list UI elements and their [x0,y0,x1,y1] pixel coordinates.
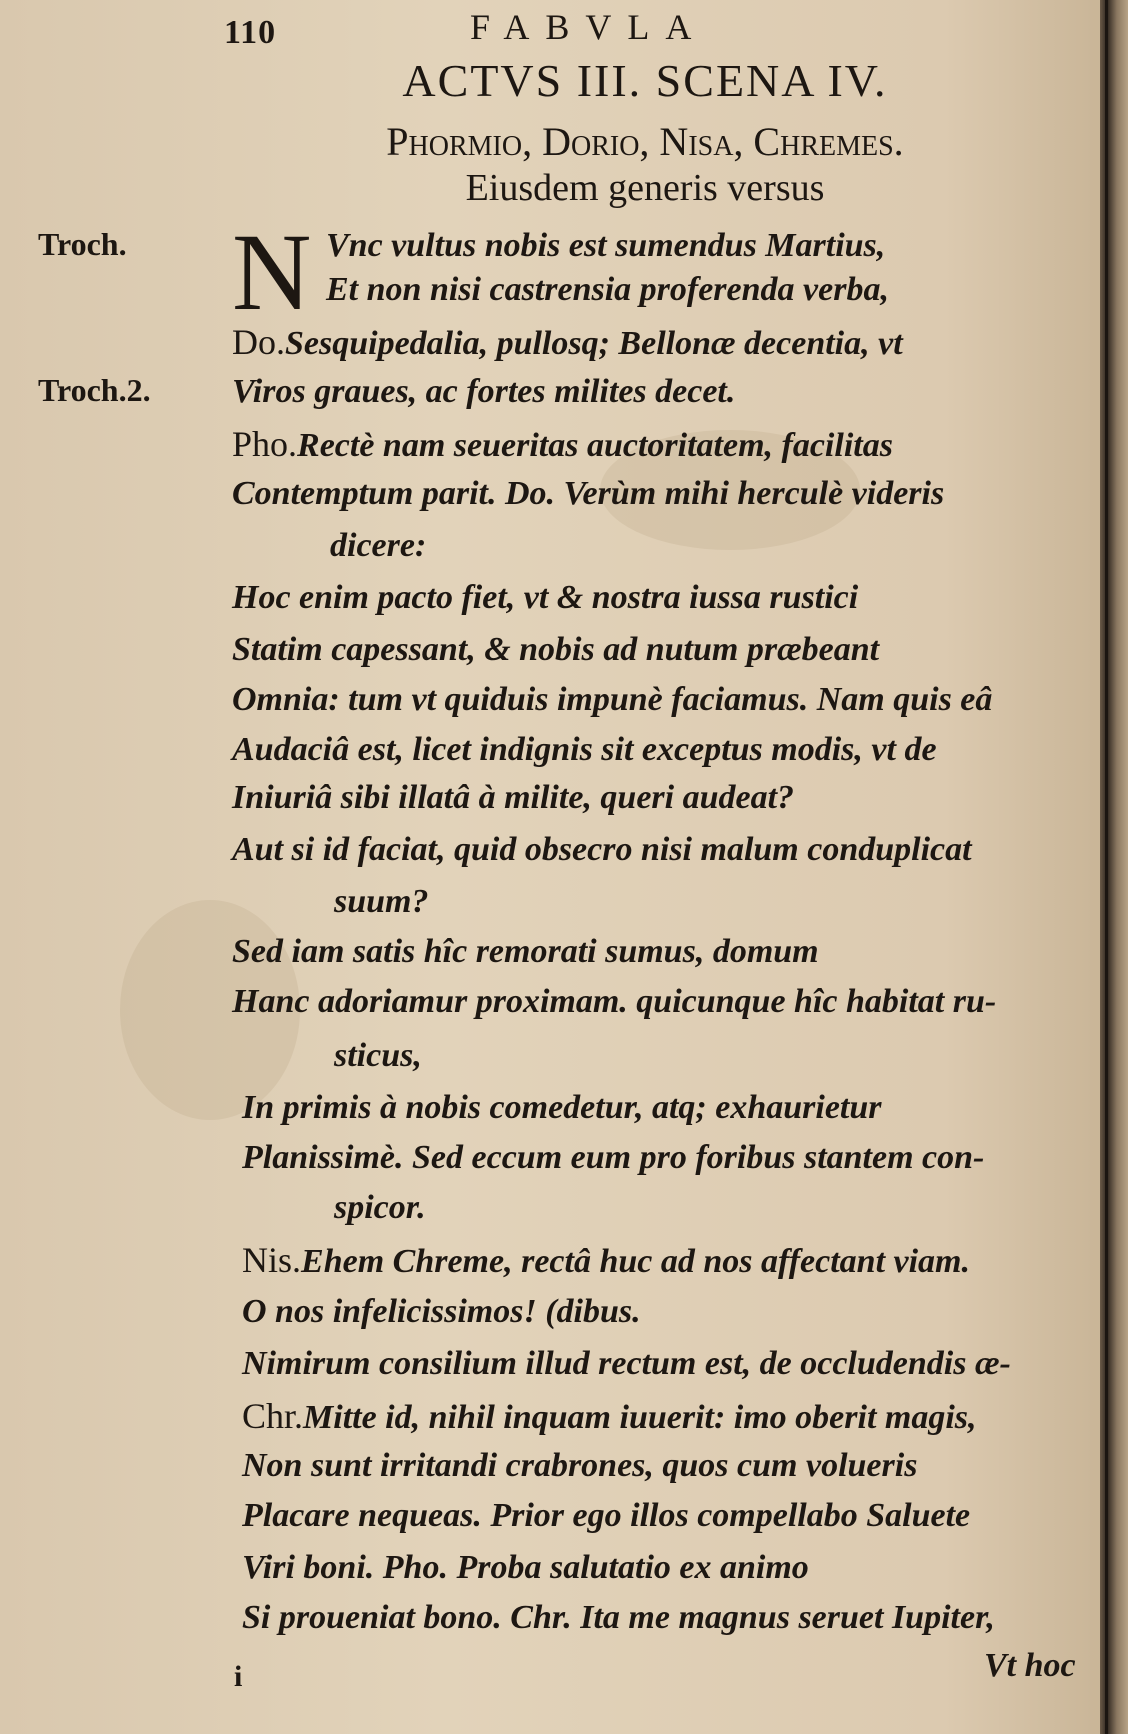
verse-line: Aut si id faciat, quid obsecro nisi malum conduplicat [232,831,972,868]
verse-line: Non sunt irritandi crabrones, quos cum volueris [242,1447,918,1484]
verse-line: Hoc enim pacto fiet, vt & nostra iussa rustici [232,579,859,616]
dramatis-personae: Phormio, Dorio, Nisa, Chremes. [386,119,904,164]
verse-line: Si proueniat bono. Chr. Ita me magnus seruet Iupiter, [242,1599,995,1636]
speaker-label: Do. [232,322,285,362]
verse-line: Placare nequeas. Prior ego illos compellabo Saluete [242,1497,971,1534]
verse-line: spicor. [334,1189,426,1226]
verse-line: suum? [334,883,429,920]
verse-line: Nimirum consilium illud rectum est, de occludendis æ- [242,1345,1011,1382]
verse-line [242,1396,977,1438]
drop-cap: N [232,211,312,333]
verse-line: Et non nisi castrensia proferenda verba, [326,271,889,308]
verse-line: Hanc adoriamur proximam. quicunque hîc habitat ru- [232,983,997,1020]
speaker-label: Pho. [232,424,298,464]
verse-line: Contemptum parit. Do. Verùm mihi herculè videris [232,475,945,512]
meter-note: Eiusdem generis versus [465,167,825,209]
verse-line: sticus, [334,1037,422,1074]
verse-line: Vt hoc [984,1647,1076,1684]
verse-line [242,1240,970,1282]
running-head: FABVLA [470,7,708,47]
margin-note-troch-2: Troch.2. [38,372,151,408]
verse-line: Vnc vultus nobis est sumendus Martius, [326,227,886,264]
verse-line: Viri boni. Pho. Proba salutatio ex animo [242,1549,809,1586]
verse-line: In primis à nobis comedetur, atq; exhaurietur [242,1089,882,1126]
verse-text-span: Mitte id, nihil inquam iuuerit: imo oberit magis, [303,1399,977,1436]
verse-line: Sed iam satis hîc remorati sumus, domum [232,933,819,970]
verse-text-span: Sesquipedalia, pullosq; Bellonæ decentia, vt [285,325,903,362]
gutter-edge [1105,0,1108,1734]
verse-line [232,322,903,364]
verse-line: Statim capessant, & nobis ad nutum præbeant [232,631,880,668]
scene-title: ACTVS III. SCENA IV. [402,55,888,106]
verse-line: Omnia: tum vt quiduis impunè faciamus. Nam quis eâ [232,681,993,718]
verse-line [232,424,893,466]
verse-line: dicere: [330,527,427,564]
verse-line: Viros graues, ac fortes milites decet. [232,373,736,410]
margin-note-troch: Troch. [38,226,127,262]
verse-line: O nos infelicissimos! (dibus. [242,1293,641,1330]
verse-text-span: Ehem Chreme, rectâ huc ad nos affectant viam. [301,1243,970,1280]
verse-text-span: Rectè nam seueritas auctoritatem, facilitas [297,427,893,464]
signature-mark: i [234,1660,243,1693]
speaker-label: Nis. [242,1240,302,1280]
verse-line: Planissimè. Sed eccum eum pro foribus stantem con- [242,1139,985,1176]
verse-line: Iniuriâ sibi illatâ à milite, queri audeat? [232,779,795,816]
verse-line: Audaciâ est, licet indignis sit exceptus modis, vt de [232,731,937,768]
page-number: 110 [224,14,277,51]
speaker-label: Chr. [242,1396,304,1436]
